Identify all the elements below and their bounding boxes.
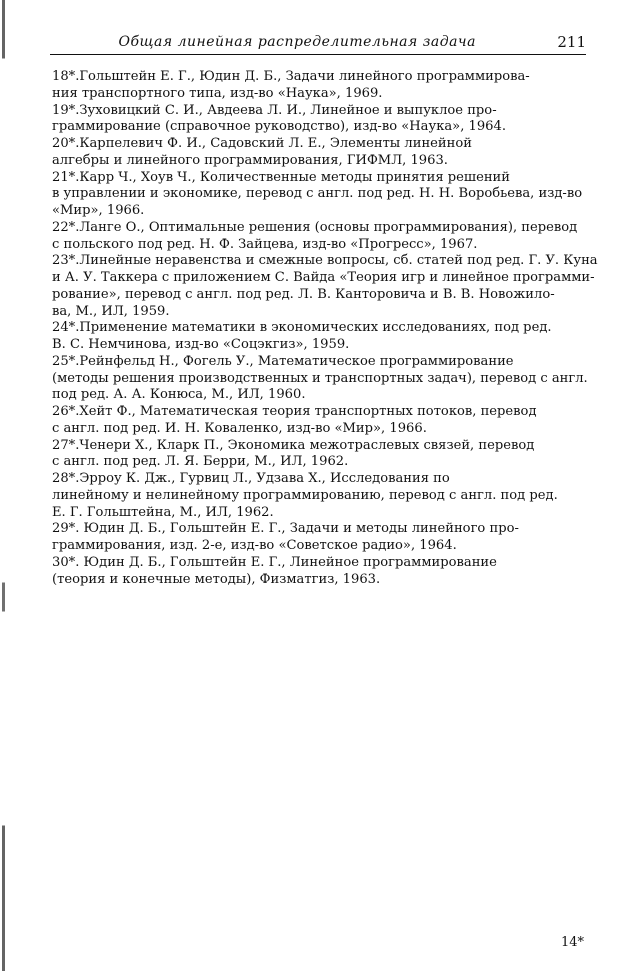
reference-line: и А. У. Таккера с приложением С. Вайда «Теория игр и линейное программи-: [52, 270, 595, 285]
reference-item: [52, 471, 610, 521]
page-number: 211: [557, 33, 586, 51]
reference-item: [52, 438, 610, 472]
reference-item: [52, 354, 610, 404]
reference-line: 20*.Карпелевич Ф. И., Садовский Л. Е., Элементы линейной: [52, 136, 472, 151]
reference-line: рование», перевод с англ. под ред. Л. В. Канторовича и В. В. Новожило-: [52, 286, 555, 302]
reference-line: алгебры и линейного программирования, ГИФМЛ, 1963.: [52, 152, 448, 168]
page-header: [50, 30, 586, 55]
reference-line: граммирование (справочное руководство), изд-во «Наука», 1964.: [52, 119, 506, 135]
reference-line: 21*.Карр Ч., Хоув Ч., Количественные методы принятия решений: [52, 169, 510, 185]
reference-line: ва, М., ИЛ, 1959.: [52, 303, 170, 319]
reference-line: 22*.Ланге О., Оптимальные решения (основы программирования), перевод: [52, 219, 578, 235]
reference-item: [52, 555, 610, 589]
reference-item: [52, 404, 610, 438]
reference-line: 29*. Юдин Д. Б., Гольштейн Е. Г., Задачи и методы линейного про-: [52, 521, 519, 537]
reference-item: [52, 103, 610, 137]
reference-line: (методы решения производственных и транспортных задач), перевод с англ.: [52, 370, 588, 386]
reference-item: [52, 136, 610, 170]
reference-line: 28*.Эрроу К. Дж., Гурвиц Л., Удзава Х., Исследования по: [52, 471, 450, 486]
reference-line: 26*.Хейт Ф., Математическая теория транспортных потоков, перевод: [52, 404, 537, 419]
reference-line: с польского под ред. Н. Ф. Зайцева, изд-во «Прогресс», 1967.: [52, 236, 478, 252]
reference-line: граммирования, изд. 2-е, изд-во «Советское радио», 1964.: [52, 538, 457, 553]
scan-edge-shadow: [2, 0, 5, 971]
reference-line: (теория и конечные методы), Физматгиз, 1963.: [52, 571, 381, 587]
reference-line: с англ. под ред. И. Н. Коваленко, изд-во «Мир», 1966.: [52, 420, 427, 436]
reference-list: [52, 69, 610, 588]
reference-line: 25*.Рейнфельд Н., Фогель У., Математическое программирование: [52, 353, 514, 369]
reference-line: ния транспортного типа, изд-во «Наука», 1969.: [52, 85, 383, 101]
reference-line: линейному и нелинейному программированию, перевод с англ. под ред.: [52, 487, 558, 503]
reference-item: [52, 253, 610, 320]
signature-mark: 14*: [560, 935, 584, 950]
reference-item: [52, 170, 610, 220]
reference-line: 19*.Зуховицкий С. И., Авдеева Л. И., Линейное и выпуклое про-: [52, 102, 497, 118]
reference-line: «Мир», 1966.: [52, 203, 145, 218]
reference-line: 30*. Юдин Д. Б., Гольштейн Е. Г., Линейное программирование: [52, 554, 497, 570]
running-title: Общая линейная распределительная задача: [118, 34, 476, 50]
reference-line: с англ. под ред. Л. Я. Берри, М., ИЛ, 1962.: [52, 454, 349, 470]
reference-line: 27*.Ченери Х., Кларк П., Экономика межотраслевых связей, перевод: [52, 437, 535, 453]
reference-line: В. С. Немчинова, изд-во «Соцэкгиз», 1959.: [52, 337, 350, 352]
reference-line: 24*.Применение математики в экономических исследованиях, под ред.: [52, 320, 552, 336]
reference-item: [52, 69, 610, 103]
reference-line: 23*.Линейные неравенства и смежные вопросы, сб. статей под ред. Г. У. Куна: [52, 253, 598, 269]
reference-line: в управлении и экономике, перевод с англ. под ред. Н. Н. Воробьева, изд-во: [52, 186, 583, 202]
reference-line: под ред. А. А. Конюса, М., ИЛ, 1960.: [52, 387, 306, 403]
reference-item: [52, 521, 610, 555]
reference-item: [52, 320, 610, 354]
reference-item: [52, 220, 610, 254]
reference-line: 18*.Гольштейн Е. Г., Юдин Д. Б., Задачи линейного программирова-: [52, 69, 530, 84]
reference-line: Е. Г. Гольштейна, М., ИЛ, 1962.: [52, 504, 274, 520]
